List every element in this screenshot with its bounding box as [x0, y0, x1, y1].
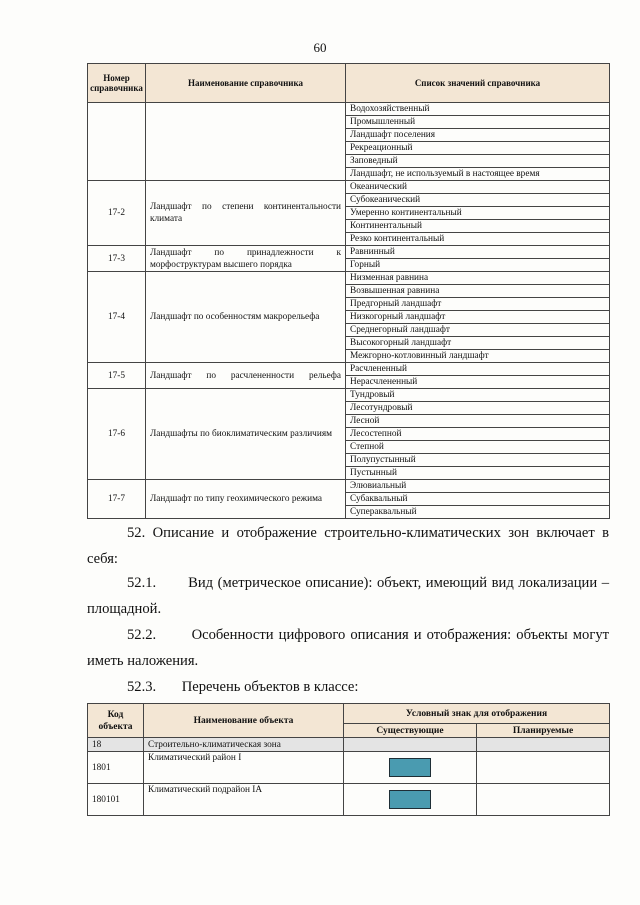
- reference-value: Резко континентальный: [346, 233, 610, 246]
- reference-value: Межгорно-котловинный ландшафт: [346, 350, 610, 363]
- reference-value: Водохозяйственный: [346, 103, 610, 116]
- header-name: Наименование справочника: [146, 64, 346, 103]
- reference-name: Ландшафт по типу геохимического режима: [146, 480, 346, 519]
- header-object-name: Наименование объекта: [144, 704, 344, 738]
- object-row: [88, 784, 610, 816]
- paragraph-52-2-label: 52.2.: [127, 627, 157, 643]
- table-row: [88, 103, 610, 116]
- reference-value: Расчлененный: [346, 363, 610, 376]
- header-symbol-group: Условный знак для отображения: [344, 704, 610, 724]
- reference-value: Рекреационный: [346, 142, 610, 155]
- reference-value: Низменная равнина: [346, 272, 610, 285]
- reference-value: Промышленный: [346, 116, 610, 129]
- reference-name: [146, 103, 346, 181]
- existing-symbol-cell: [344, 784, 477, 816]
- existing-symbol-cell: [344, 738, 477, 752]
- header-values: Список значений справочника: [346, 64, 610, 103]
- reference-value: Лесотундровый: [346, 402, 610, 415]
- table-row: [88, 181, 610, 194]
- object-code: 18: [88, 738, 144, 752]
- header-code: Номер справочника: [88, 64, 146, 103]
- reference-code: 17-6: [88, 389, 146, 480]
- paragraph-52-3-label: 52.3.: [127, 679, 157, 695]
- reference-value: Лесной: [346, 415, 610, 428]
- reference-value: Умеренно континентальный: [346, 207, 610, 220]
- reference-value: Равнинный: [346, 246, 610, 259]
- reference-value: Возвышенная равнина: [346, 285, 610, 298]
- reference-code: 17-2: [88, 181, 146, 246]
- reference-name: Ландшафт по степени континентальности климата: [146, 181, 346, 246]
- paragraph-52: 52. Описание и отображение строительно-климатических зон включает в себя:: [87, 525, 609, 567]
- reference-value: Пустынный: [346, 467, 610, 480]
- reference-value: Лесостепной: [346, 428, 610, 441]
- reference-value: Высокогорный ландшафт: [346, 337, 610, 350]
- table-row: [88, 389, 610, 402]
- reference-name: Ландшафт по расчлененности рельефа: [146, 363, 346, 389]
- reference-code: 17-7: [88, 480, 146, 519]
- reference-code: 17-3: [88, 246, 146, 272]
- planned-symbol-cell: [477, 752, 610, 784]
- reference-value: Субаквальный: [346, 493, 610, 506]
- map-symbol-swatch: [389, 758, 431, 777]
- object-code: 180101: [88, 784, 144, 816]
- object-name: Климатический подрайон IA: [144, 784, 344, 816]
- object-name: Строительно-климатическая зона: [144, 738, 344, 752]
- header-object-code: Код объекта: [88, 704, 144, 738]
- reference-value: Континентальный: [346, 220, 610, 233]
- paragraph-52-1: [87, 570, 609, 622]
- reference-table: [87, 63, 610, 519]
- planned-symbol-cell: [477, 784, 610, 816]
- reference-value: Океанический: [346, 181, 610, 194]
- reference-value: Низкогорный ландшафт: [346, 311, 610, 324]
- existing-symbol-cell: [344, 752, 477, 784]
- map-symbol-swatch: [389, 790, 431, 809]
- reference-name: Ландшафт по принадлежности к морфоструктурам высшего порядка: [146, 246, 346, 272]
- table-row: [88, 480, 610, 493]
- table-row: [88, 363, 610, 376]
- table-row: [88, 246, 610, 259]
- objects-table: [87, 703, 610, 816]
- reference-name: Ландшафт по особенностям макрорельефа: [146, 272, 346, 363]
- paragraph-52-2: [87, 622, 609, 674]
- reference-value: Субокеанический: [346, 194, 610, 207]
- paragraph-52-2-text: Особенности цифрового описания и отображения: объекты могут иметь наложения.: [87, 627, 609, 669]
- reference-value: Предгорный ландшафт: [346, 298, 610, 311]
- planned-symbol-cell: [477, 738, 610, 752]
- reference-value: Горный: [346, 259, 610, 272]
- object-code: 1801: [88, 752, 144, 784]
- paragraph-52-3: [87, 674, 609, 700]
- table-row: [88, 272, 610, 285]
- reference-value: Элювиальный: [346, 480, 610, 493]
- object-row: [88, 752, 610, 784]
- object-name: Климатический район I: [144, 752, 344, 784]
- reference-value: Тундровый: [346, 389, 610, 402]
- reference-name: Ландшафты по биоклиматическим различиям: [146, 389, 346, 480]
- reference-value: Ландшафт, не используемый в настоящее время: [346, 168, 610, 181]
- reference-value: Заповедный: [346, 155, 610, 168]
- header-existing: Существующие: [344, 724, 477, 738]
- reference-code: 17-5: [88, 363, 146, 389]
- reference-value: Степной: [346, 441, 610, 454]
- reference-code: [88, 103, 146, 181]
- paragraph-52-3-text: Перечень объектов в классе:: [181, 679, 359, 695]
- reference-value: Нерасчлененный: [346, 376, 610, 389]
- reference-value: Среднегорный ландшафт: [346, 324, 610, 337]
- reference-code: 17-4: [88, 272, 146, 363]
- page-number: 60: [313, 40, 327, 55]
- header-planned: Планируемые: [477, 724, 610, 738]
- paragraph-52-1-label: 52.1.: [127, 575, 157, 591]
- paragraph-52-1-text: Вид (метрическое описание): объект, имеющий вид локализации – площадной.: [87, 575, 609, 617]
- reference-value: Супераквальный: [346, 506, 610, 519]
- reference-value: Ландшафт поселения: [346, 129, 610, 142]
- object-row: [88, 738, 610, 752]
- reference-value: Полупустынный: [346, 454, 610, 467]
